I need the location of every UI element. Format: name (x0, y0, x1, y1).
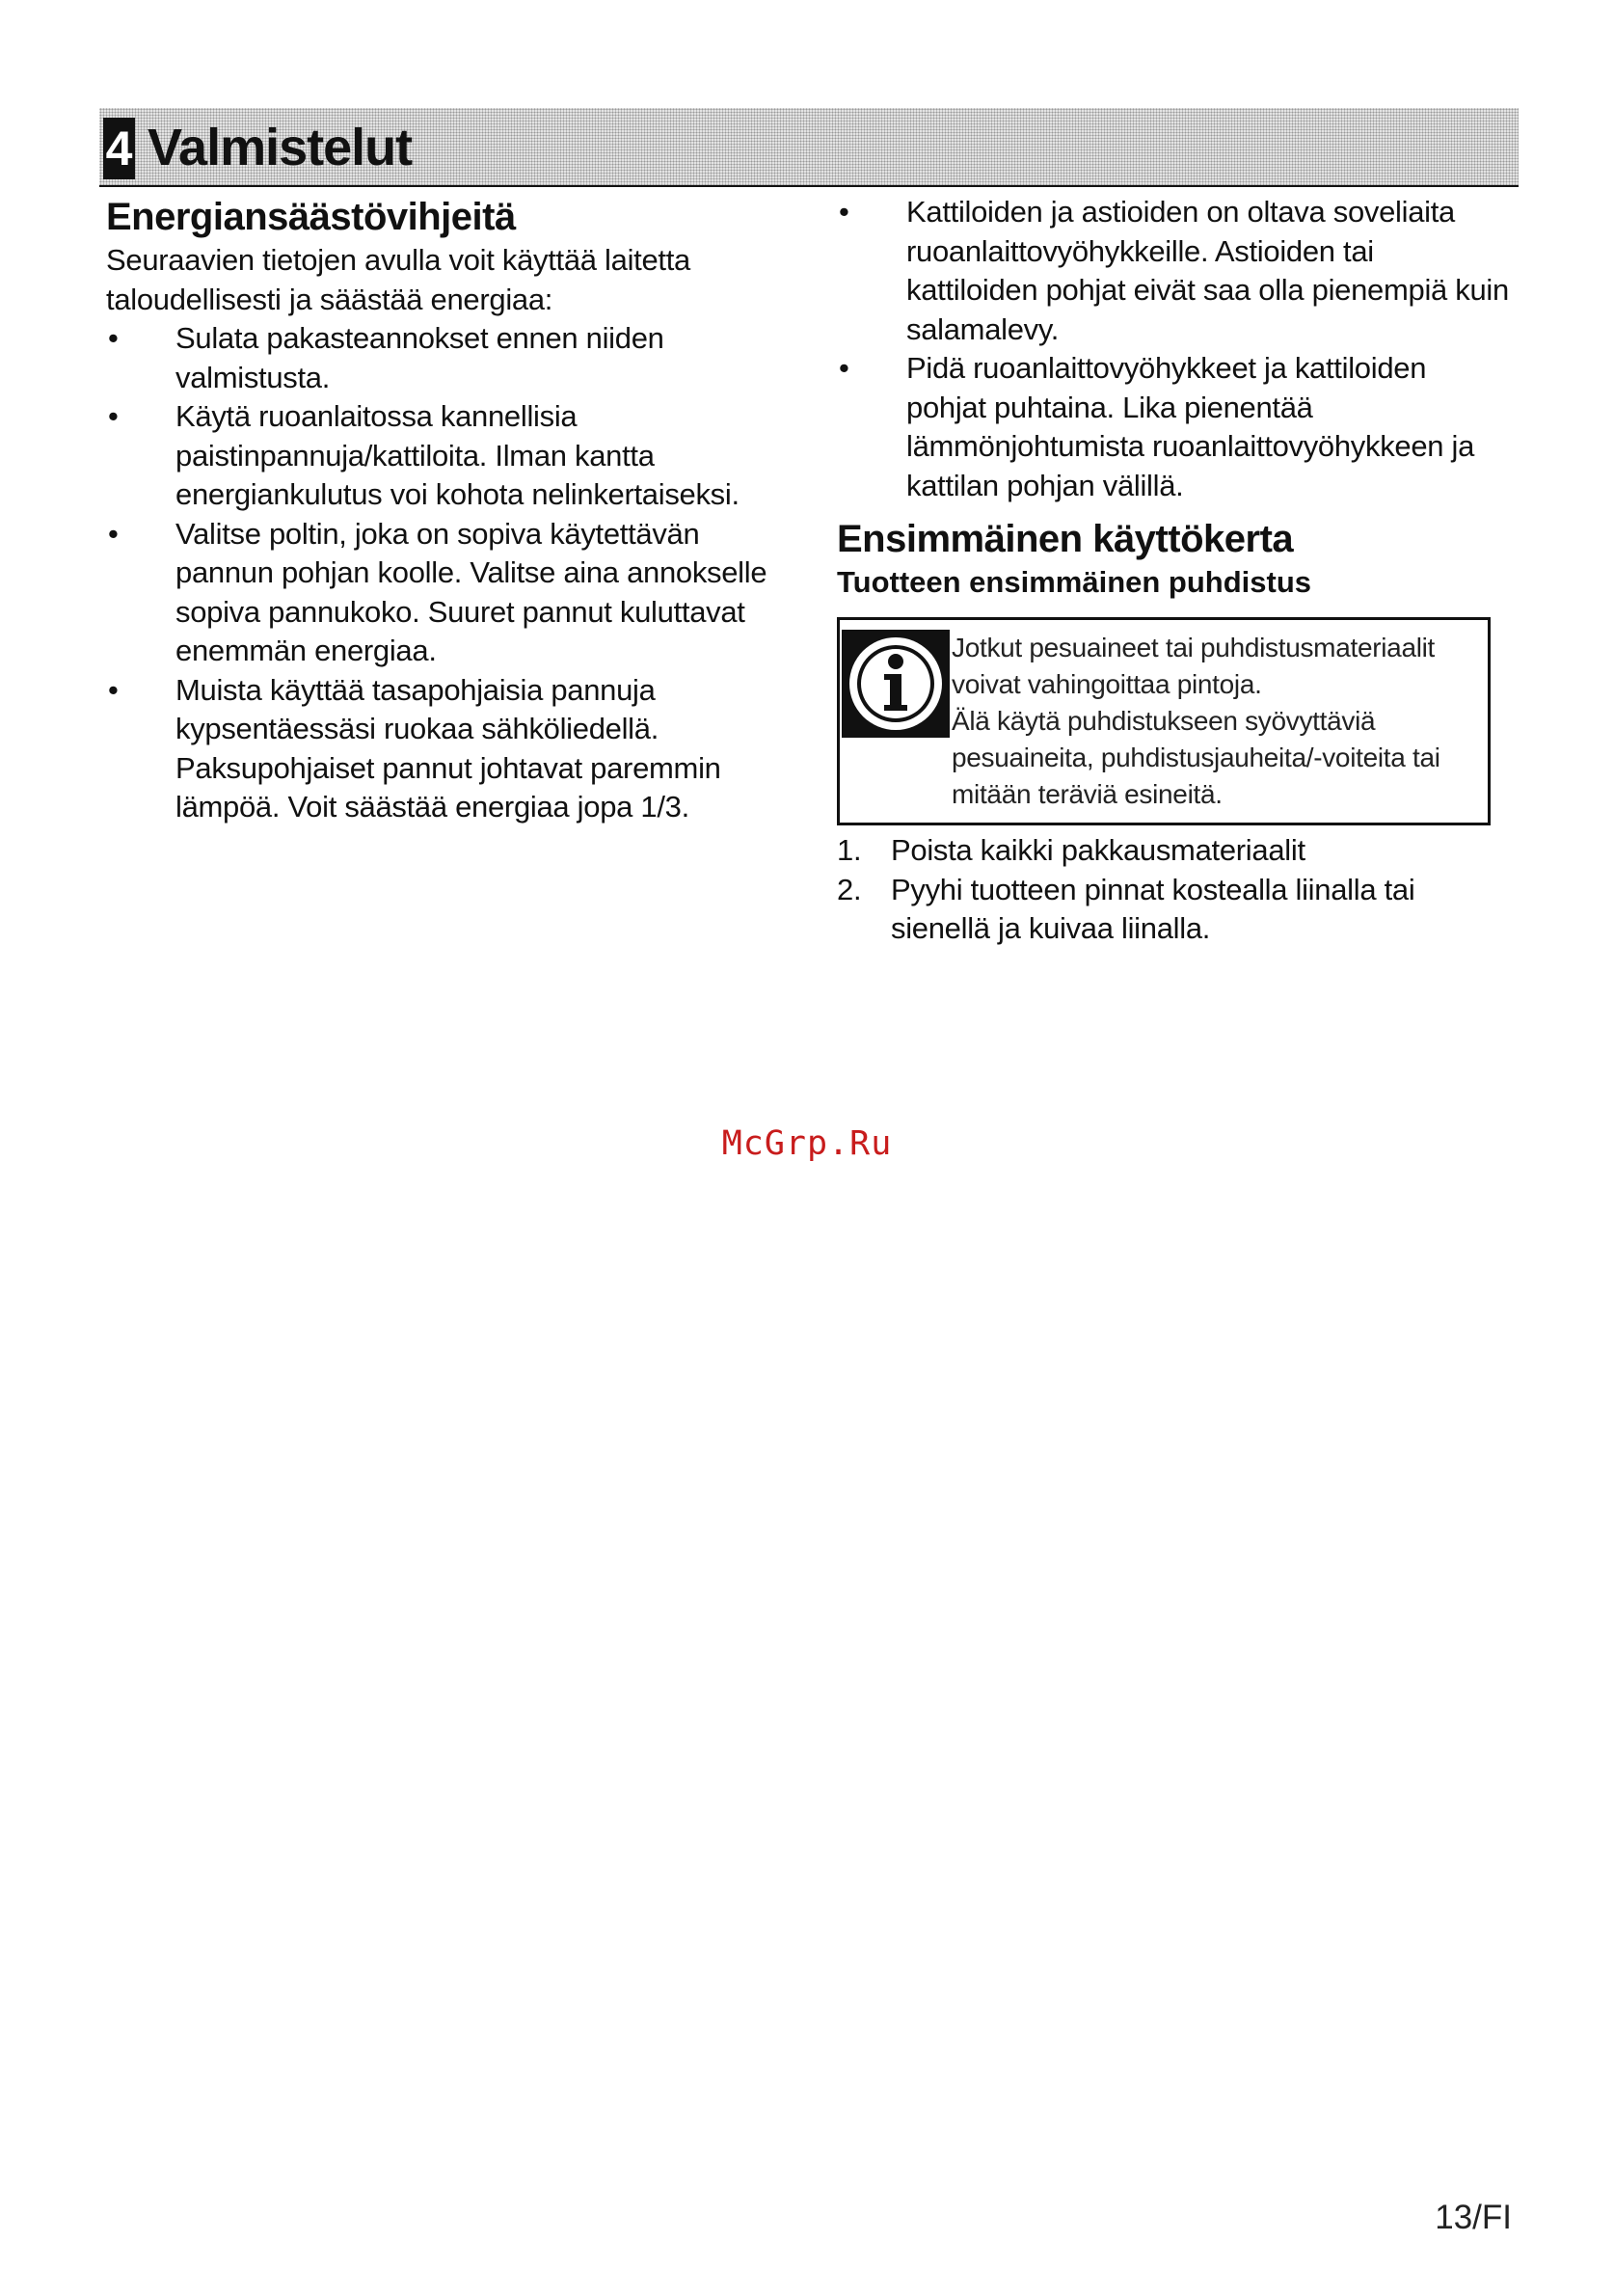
bullet: • (108, 399, 119, 433)
watermark: McGrp.Ru (721, 1124, 893, 1163)
list-item: • Käytä ruoanlaitossa kannellisia paistinpannuja/kattiloita. Ilman kantta energiankulutus voi kohota nelinkertaiseksi. (108, 399, 740, 511)
energy-intro: Seuraavien tietojen avulla voit käyttää laitetta taloudellisesti ja säästää energiaa: (106, 243, 690, 316)
first-use-steps (837, 831, 1512, 949)
page-number: 13/FI (1435, 2199, 1512, 2236)
chapter-header (99, 108, 1519, 187)
info-notice (837, 617, 1491, 825)
list-item: 1. Poista kaikki pakkausmateriaalit (837, 833, 1305, 867)
first-use-subheading: Tuotteen ensimmäinen puhdistus (837, 565, 1312, 599)
right-column (837, 193, 1512, 949)
list-item: • Muista käyttää tasapohjaisia pannuja kypsentäessäsi ruokaa sähköliedellä. Paksupohjaiset pannut johtavat paremmin lämpöä. Voit säästää energiaa jopa 1/3. (108, 672, 721, 824)
left-column (106, 193, 800, 827)
list-item: • Kattiloiden ja astioiden on oltava soveliaita ruoanlaittovyöhykkeille. Astioiden tai kattiloiden pohjat eivät saa olla pienempiä kuin salamalevy. (839, 195, 1509, 346)
energy-heading: Energiansäästövihjeitä (106, 196, 516, 238)
info-icon (842, 630, 950, 738)
notice-line-1: Jotkut pesuaineet tai puhdistusmateriaalit voivat vahingoittaa pintoja. (952, 633, 1436, 699)
notice-line-2: Älä käytä puhdistukseen syövyttäviä pesuaineita, puhdistusjauheita/-voiteita tai mitään teräviä esineitä. (952, 706, 1440, 809)
chapter-number: 4 (103, 118, 135, 179)
chapter-title: Valmistelut (148, 119, 413, 176)
list-item: • Pidä ruoanlaittovyöhykkeet ja kattiloiden pohjat puhtaina. Lika pienentää lämmönjohtumista ruoanlaittovyöhykkeen ja kattilan pohjan välillä. (839, 351, 1475, 502)
bullet: • (108, 321, 119, 355)
list-item: • Valitse poltin, joka on sopiva käytettävän pannun pohjan koolle. Valitse aina annokselle sopiva pannukoko. Suuret pannut kuluttavat enemmän energiaa. (108, 516, 767, 667)
first-use-heading: Ensimmäinen käyttökerta (837, 518, 1294, 560)
list-item: • Sulata pakasteannokset ennen niiden valmistusta. (108, 321, 664, 394)
energy-tips-list-continued (837, 193, 1512, 505)
list-item: 2. Pyyhi tuotteen pinnat kostealla liinalla tai sienellä ja kuivaa liinalla. (837, 872, 1415, 945)
bullet: • (839, 351, 849, 385)
bullet: • (108, 516, 119, 551)
bullet: • (108, 672, 119, 707)
bullet: • (839, 195, 849, 229)
energy-tips-list (106, 319, 800, 827)
